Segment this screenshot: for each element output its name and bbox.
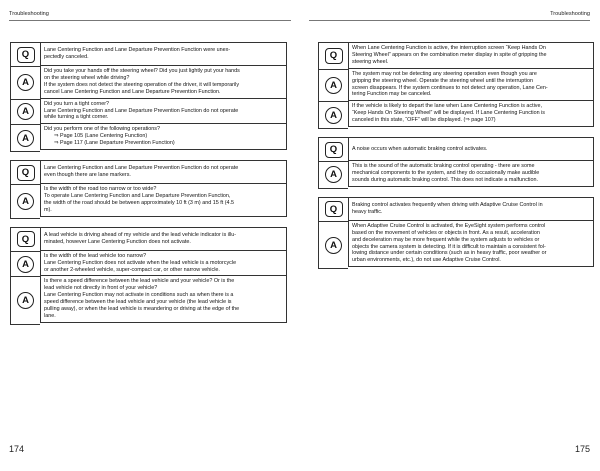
text-line: canceled in this state, “OFF” will be displayed. (⇒ page 107) xyxy=(352,117,496,124)
text-line: “Keep Hands On Steering Wheel” will be displayed. If Lane Centering Function is xyxy=(352,110,545,117)
question-text xyxy=(40,227,287,251)
text-line: Did you turn a tight corner? xyxy=(44,100,110,107)
question-badge-slot xyxy=(319,138,348,162)
text-line: lane. xyxy=(44,312,56,319)
answer-text-text xyxy=(44,68,283,96)
answer-text-text xyxy=(44,253,283,274)
text-line: lowing distance under certain conditions (such as in heavy traffic, poor weather or xyxy=(352,250,547,257)
text-line: Lane Centering Function may not activate in conditions such as when there is a xyxy=(44,292,234,299)
text-line: even though there are lane markers. xyxy=(44,172,131,179)
text-line: This is the sound of the automatic braking control operating - there are some xyxy=(352,163,535,170)
qa-list xyxy=(10,42,287,333)
text-line: m). xyxy=(44,206,52,213)
question-badge-slot xyxy=(319,43,348,70)
answer-badge-icon: A xyxy=(17,292,34,309)
text-line: minated, however Lane Centering Function does not activate. xyxy=(44,238,191,245)
answer-badge-slot xyxy=(319,70,348,103)
qa-badge-column xyxy=(10,160,40,219)
question-text xyxy=(348,42,594,69)
text-line: speed difference between the lead vehicle and your vehicle (the lead vehicle is xyxy=(44,299,232,306)
qa-badge-column xyxy=(10,227,40,325)
answer-badge-icon: A xyxy=(325,237,342,254)
text-line: Steering Wheel” appears on the combination meter display in spite of gripping the xyxy=(352,51,547,58)
qa-rows xyxy=(348,197,594,269)
text-line: Lane Centering Function and Lane Departure Prevention Function were unex- xyxy=(44,47,231,54)
answer-text xyxy=(40,66,287,99)
text-line: mechanical components to the system, and they do occasionally make audible xyxy=(352,169,540,176)
text-line: Is the width of the lead vehicle too narrow? xyxy=(44,252,147,259)
qa-block xyxy=(318,197,594,269)
answer-badge-slot xyxy=(11,100,40,126)
text-line: pulling away), or when the lead vehicle is meandering or driving at the edge of the xyxy=(44,306,240,313)
question-text-text xyxy=(44,47,230,61)
question-text xyxy=(348,197,594,221)
text-line: Lane Centering Function and Lane Departure Prevention Function do not operate xyxy=(44,165,239,172)
answer-text xyxy=(348,161,594,187)
answer-badge-slot xyxy=(11,185,40,218)
answer-badge-icon: A xyxy=(17,256,34,273)
qa-block xyxy=(10,227,287,325)
text-line: while turning a tight corner. xyxy=(44,114,109,121)
qa-badge-column xyxy=(318,137,348,189)
qa-block xyxy=(318,42,594,129)
answer-text xyxy=(348,69,594,102)
question-text-text xyxy=(352,45,546,66)
text-line: and deceleration may be more frequent while the system adjusts to vehicles or xyxy=(352,236,540,243)
header-rule xyxy=(309,20,590,21)
text-line: pectedly canceled. xyxy=(44,54,89,60)
answer-badge-icon: A xyxy=(325,77,342,94)
question-text-text xyxy=(44,232,236,246)
question-text xyxy=(348,137,594,161)
question-badge-icon: Q xyxy=(17,165,35,181)
text-line: Lane Centering Function and Lane Departure Prevention Function do not operate xyxy=(44,107,239,114)
text-line: ⇒ Page 117 (Lane Departure Prevention Function) xyxy=(54,140,175,147)
running-header: Troubleshooting xyxy=(550,11,590,17)
answer-badge-slot xyxy=(11,277,40,323)
question-badge-icon: Q xyxy=(325,201,343,217)
answer-text xyxy=(40,184,287,217)
answer-text xyxy=(40,251,287,277)
question-text xyxy=(40,160,287,184)
question-badge-slot xyxy=(11,161,40,185)
question-badge-slot xyxy=(11,228,40,252)
text-line: the width of the road should be between approximately 10 ft (3 m) and 15 ft (4.5 xyxy=(44,199,234,206)
question-badge-slot xyxy=(319,198,348,222)
text-line: Did you perform one of the following operations? xyxy=(44,126,160,133)
text-line: lead vehicle not directly in front of your vehicle? xyxy=(44,285,158,292)
question-badge-icon: Q xyxy=(325,48,343,64)
text-line: When Adaptive Cruise Control is activated, the EyeSight system performs control xyxy=(352,222,546,229)
text-line: screen disappears. If the system continues to not detect any operation, Lane Cen- xyxy=(352,84,548,91)
answer-badge-slot xyxy=(11,252,40,278)
text-line: urban environments, etc.), do not use Adaptive Cruise Control. xyxy=(352,257,501,264)
text-line: To operate Lane Centering Function and Lane Departure Prevention Function, xyxy=(44,192,231,199)
answer-badge-icon: A xyxy=(325,107,342,124)
qa-rows xyxy=(348,137,594,189)
text-line: If the vehicle is likely to depart the lane when Lane Centering Function is active, xyxy=(352,103,542,110)
text-line: Is there a speed difference between the lead vehicle and your vehicle? Or is the xyxy=(44,278,235,285)
answer-text-text xyxy=(352,223,590,264)
text-line: sounds during automatic braking control. This does not indicate a malfunction. xyxy=(352,176,538,183)
qa-rows xyxy=(40,42,287,152)
text-line: steering wheel. xyxy=(352,58,389,65)
text-line: A noise occurs when automatic braking control activates. xyxy=(352,145,488,152)
answer-badge-slot xyxy=(319,222,348,268)
qa-badge-column xyxy=(318,42,348,129)
answer-badge-slot xyxy=(319,162,348,188)
text-line: or another 2-wheeled vehicle, super-compact car, or other narrow vehicle. xyxy=(44,266,220,273)
answer-text-text xyxy=(352,103,590,124)
answer-text-text xyxy=(352,163,590,184)
qa-badge-column xyxy=(10,42,40,152)
answer-text-text xyxy=(352,71,590,99)
qa-rows xyxy=(40,227,287,325)
answer-badge-slot xyxy=(11,125,40,151)
answer-text-text xyxy=(44,126,283,147)
text-line: Did you take your hands off the steering wheel? Did you just lightly put your hands xyxy=(44,68,240,74)
answer-text xyxy=(348,101,594,127)
answer-badge-slot xyxy=(11,67,40,100)
answer-text-text xyxy=(44,186,283,214)
qa-list xyxy=(318,42,594,277)
question-badge-icon: Q xyxy=(17,231,35,247)
running-header: Troubleshooting xyxy=(9,11,49,17)
answer-text-text xyxy=(44,278,283,319)
question-badge-icon: Q xyxy=(325,142,343,158)
header-rule xyxy=(9,20,291,21)
question-text-text xyxy=(352,202,543,216)
page-number: 174 xyxy=(9,444,25,454)
answer-text xyxy=(40,124,287,150)
answer-text xyxy=(40,276,287,322)
text-line: ⇒ Page 105 (Lane Centering Function) xyxy=(54,133,148,140)
answer-badge-icon: A xyxy=(17,74,34,91)
text-line: The system may not be detecting any steering operation even though you are xyxy=(352,70,537,77)
text-line: Is the width of the road too narrow or too wide? xyxy=(44,186,157,193)
answer-badge-icon: A xyxy=(17,130,34,147)
text-line: A lead vehicle is driving ahead of my vehicle and the lead vehicle indicator is illu- xyxy=(44,231,237,238)
qa-rows xyxy=(40,160,287,219)
text-line: gripping the steering wheel. Operate the steering wheel until the interruption xyxy=(352,77,533,84)
text-line: based on the movement of vehicles or objects in front. As a result, acceleration xyxy=(352,229,540,236)
answer-badge-slot xyxy=(319,102,348,128)
page-number: 175 xyxy=(574,444,590,454)
question-badge-slot xyxy=(11,43,40,67)
text-line: on the steering wheel while driving? xyxy=(44,74,130,81)
qa-rows xyxy=(348,42,594,129)
qa-block xyxy=(10,160,287,219)
text-line: If the system does not detect the steering operation of the driver, it will temporarily xyxy=(44,81,240,88)
answer-badge-icon: A xyxy=(17,103,34,120)
answer-badge-icon: A xyxy=(325,166,342,183)
question-text xyxy=(40,42,287,66)
question-badge-icon: Q xyxy=(17,47,35,63)
text-line: cancel Lane Centering Function and Lane Departure Prevention Function. xyxy=(44,88,221,95)
qa-badge-column xyxy=(318,197,348,269)
answer-text xyxy=(348,221,594,267)
text-line: Braking control activates frequently when driving with Adaptive Cruise Control in xyxy=(352,201,543,208)
answer-text xyxy=(40,99,287,125)
text-line: tering Function may be canceled. xyxy=(352,91,432,98)
text-line: heavy traffic. xyxy=(352,208,383,215)
text-line: objects the camera system is detecting. If it is difficult to maintain a consistent fol- xyxy=(352,243,546,250)
qa-block xyxy=(10,42,287,152)
question-text-text xyxy=(44,165,238,179)
qa-block xyxy=(318,137,594,189)
answer-text-text xyxy=(44,101,283,122)
question-text-text xyxy=(352,146,487,153)
text-line: Lane Centering Function does not activate when the lead vehicle is a motorcycle xyxy=(44,259,237,266)
text-line: When Lane Centering Function is active, the interruption screen “Keep Hands On xyxy=(352,45,546,51)
answer-badge-icon: A xyxy=(17,193,34,210)
